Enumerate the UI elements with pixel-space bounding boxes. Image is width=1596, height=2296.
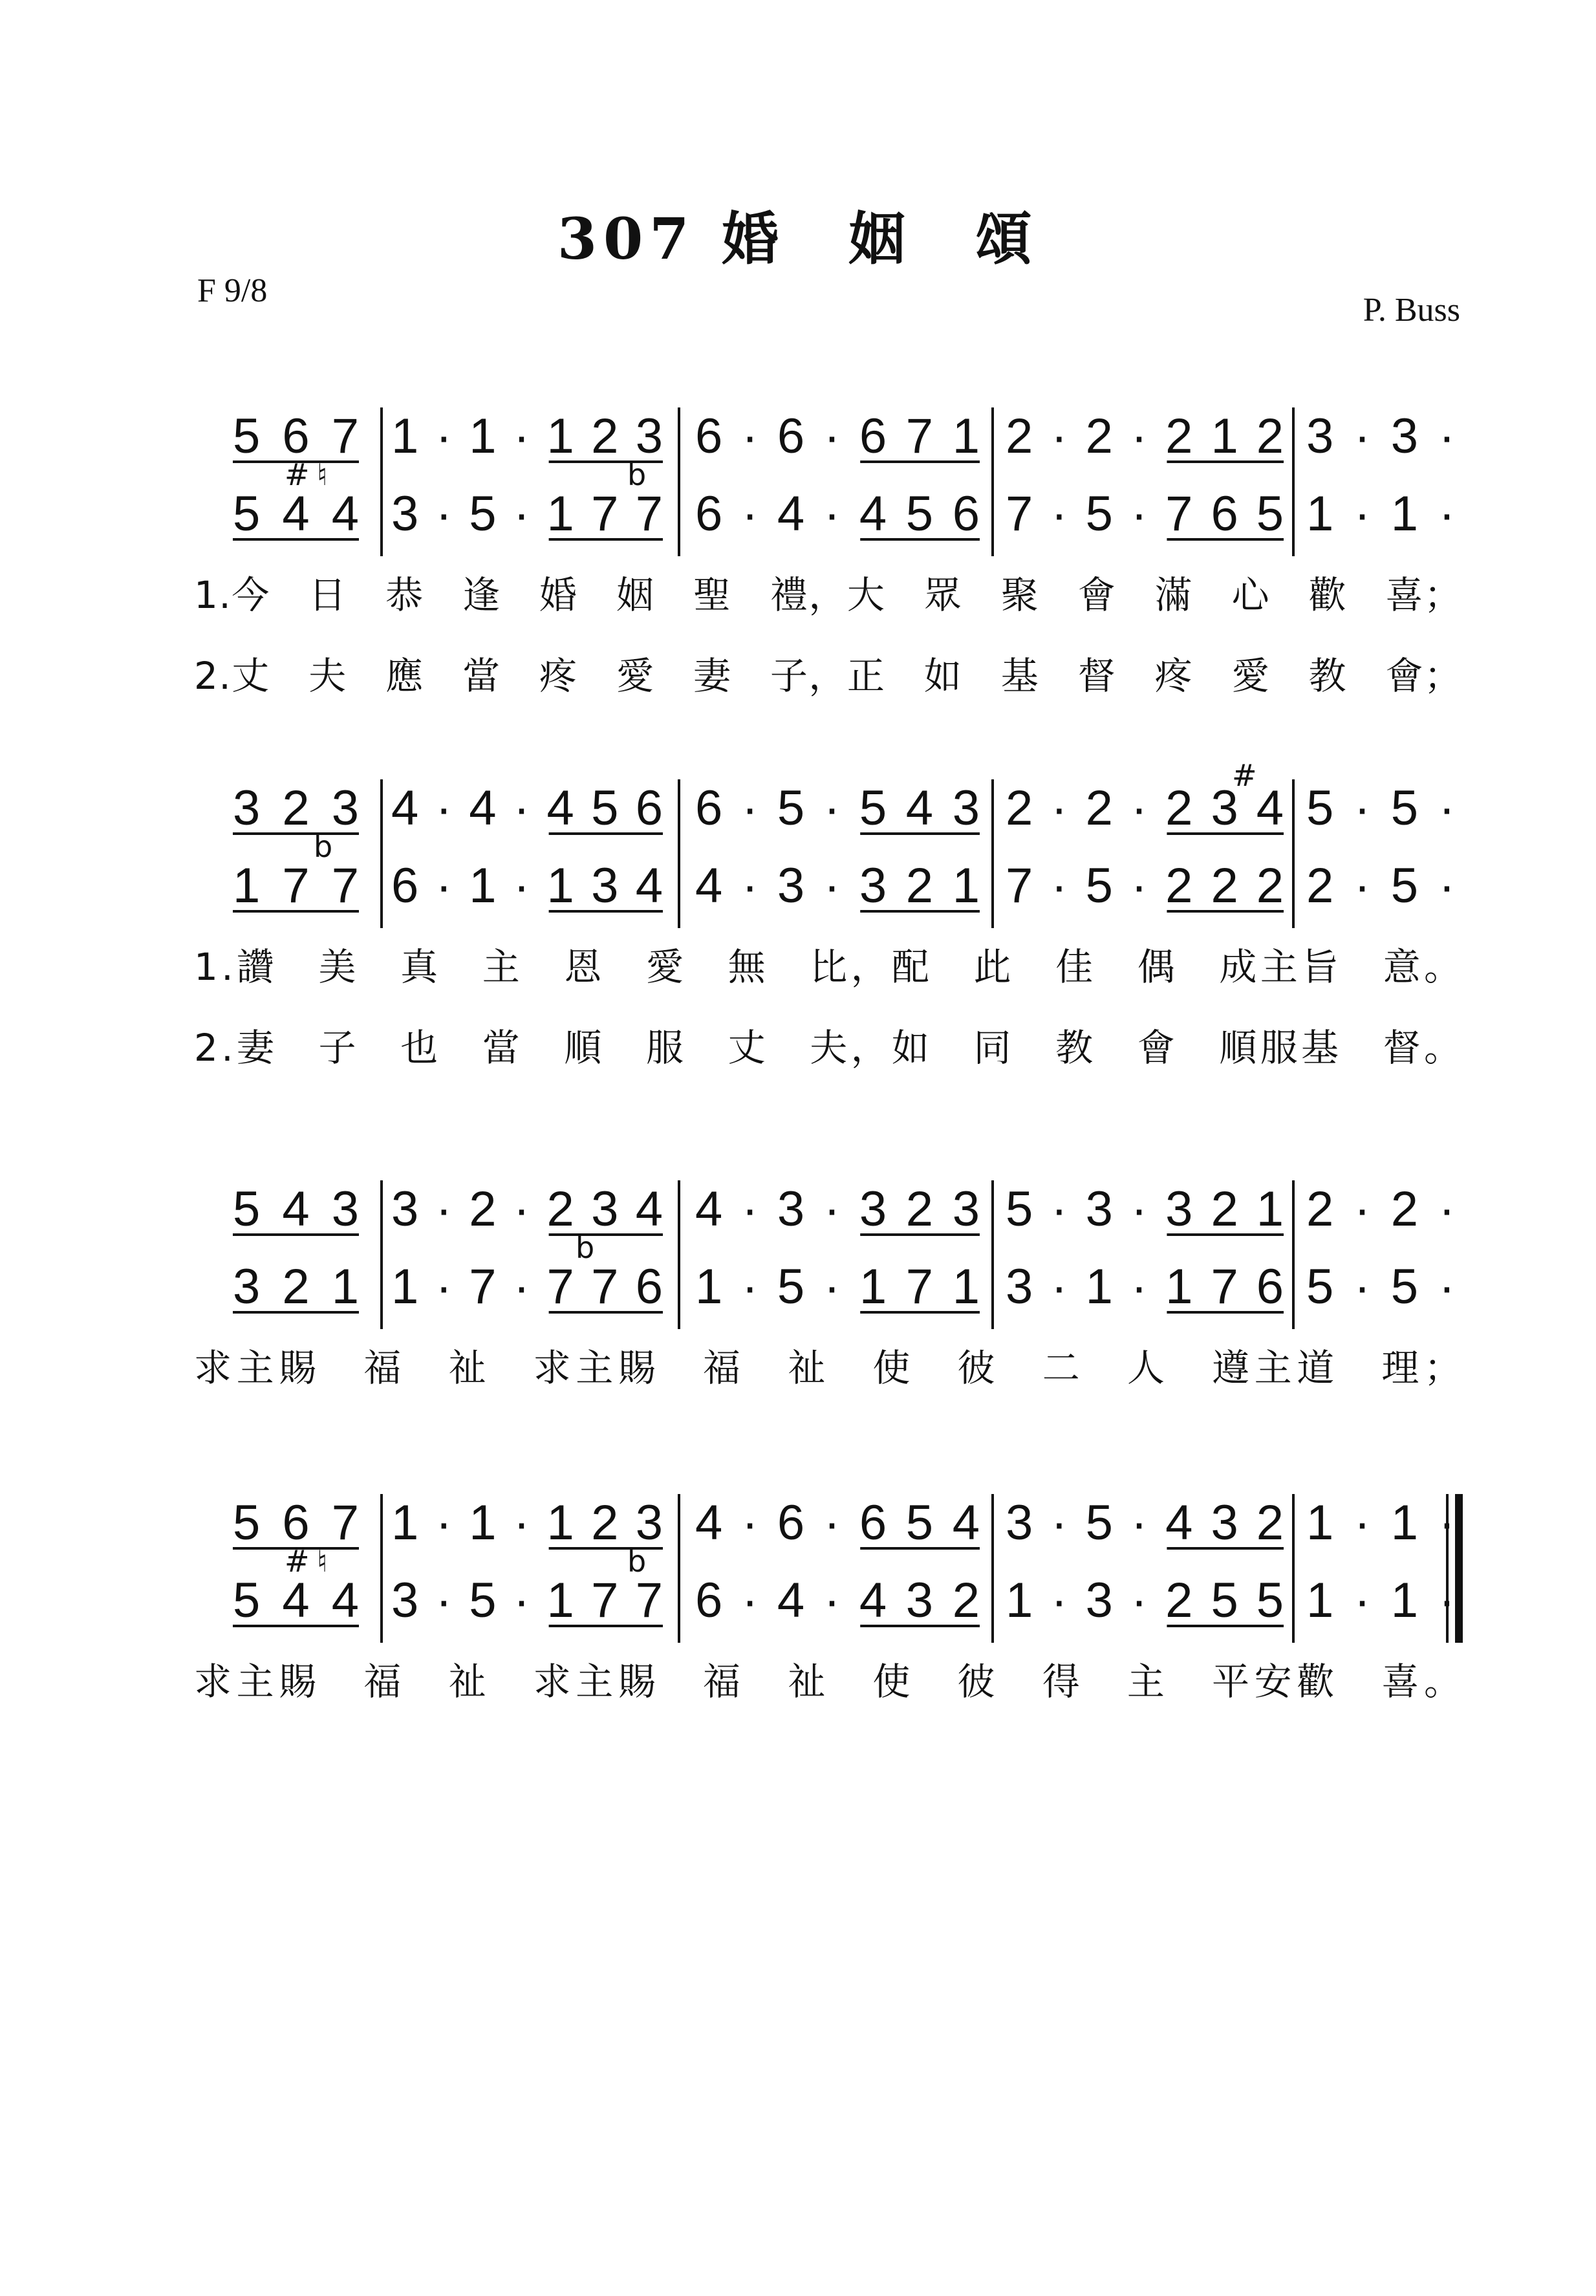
lower-voice-measure: 6·4·456 <box>695 486 980 541</box>
lower-voice-measure: 7·5·765 <box>1006 486 1284 541</box>
lower-voice-measure: 544 <box>233 486 359 541</box>
lyric-line: 1.今 日 恭 逢 婚 姻 聖 禮，大 眾 聚 會 滿 心 歡 喜； <box>194 573 1461 617</box>
accidental-mark: # <box>285 1544 310 1579</box>
lower-voice-measure: 321 <box>233 1259 359 1314</box>
upper-voice-measure: 4·6·654 <box>695 1495 980 1550</box>
lower-voice-measure: 1·3·255 <box>1006 1573 1284 1628</box>
lyric-line: 求主賜 福 祉 求主賜 福 祉 使 彼 二 人 遵主道 理； <box>194 1346 1461 1390</box>
lower-voice-measure: 4·3·321 <box>695 858 980 913</box>
upper-voice-measure: 543 <box>233 1182 359 1237</box>
lower-voice-measure: 2·5· <box>1306 858 1455 913</box>
lower-voice-measure: 1·7·776 <box>391 1259 663 1314</box>
upper-voice-measure: 1·1·123 <box>391 409 663 464</box>
upper-voice-measure: 5·3·321 <box>1006 1182 1284 1237</box>
lyric-line: 2.妻 子 也 當 順 服 丈 夫，如 同 教 會 順服基 督。 <box>194 1026 1461 1070</box>
hymn-name: 婚 姻 頌 <box>722 205 1039 272</box>
upper-voice-measure: 4·3·323 <box>695 1182 980 1237</box>
composer: P. Buss <box>1363 292 1460 329</box>
lower-voice-measure: 3·5·177 <box>391 486 663 541</box>
accidental-mark: # <box>1232 758 1257 793</box>
upper-voice-measure: 3·2·234 <box>391 1182 663 1237</box>
lower-voice-measure: 1·5·171 <box>695 1259 980 1314</box>
accidental-mark: b <box>627 1544 647 1579</box>
lower-voice-measure: 3·5·177 <box>391 1573 663 1628</box>
accidental-mark: ♮ <box>317 1544 328 1579</box>
accidental-mark: b <box>314 829 333 864</box>
upper-voice-measure: 567 <box>233 409 359 464</box>
upper-voice-measure: 323 <box>233 781 359 836</box>
upper-voice-measure: 2·2·234 <box>1006 781 1284 836</box>
lower-voice-measure: 544 <box>233 1573 359 1628</box>
upper-voice-measure: 1·1·123 <box>391 1495 663 1550</box>
lower-voice-measure: 7·5·222 <box>1006 858 1284 913</box>
upper-voice-measure: 6·6·671 <box>695 409 980 464</box>
upper-voice-measure: 3·5·432 <box>1006 1495 1284 1550</box>
lower-voice-measure: 5·5· <box>1306 1259 1455 1314</box>
lyric-line: 2.丈 夫 應 當 疼 愛 妻 子，正 如 基 督 疼 愛 教 會； <box>194 654 1461 698</box>
upper-voice-measure: 567 <box>233 1495 359 1550</box>
accidental-mark: b <box>627 457 647 492</box>
lower-voice-measure: 177 <box>233 858 359 913</box>
upper-voice-measure: 5·5· <box>1306 781 1455 836</box>
lyric-line: 求主賜 福 祉 求主賜 福 祉 使 彼 得 主 平安歡 喜。 <box>194 1660 1461 1704</box>
upper-voice-measure: 3·3· <box>1306 409 1455 464</box>
accidental-mark: ♮ <box>317 457 328 492</box>
upper-voice-measure: 2·2·212 <box>1006 409 1284 464</box>
upper-voice-measure: 6·5·543 <box>695 781 980 836</box>
lower-voice-measure: 6·4·432 <box>695 1573 980 1628</box>
lower-voice-measure: 6·1·134 <box>391 858 663 913</box>
upper-voice-measure: 4·4·456 <box>391 781 663 836</box>
lyric-line: 1.讚 美 真 主 恩 愛 無 比，配 此 佳 偶 成主旨 意。 <box>194 945 1461 989</box>
hymn-number: 307 <box>557 205 696 272</box>
lower-voice-measure: 3·1·176 <box>1006 1259 1284 1314</box>
lower-voice-measure: 1·1· <box>1306 1573 1455 1628</box>
upper-voice-measure: 2·2· <box>1306 1182 1455 1237</box>
accidental-mark: b <box>576 1230 595 1265</box>
upper-voice-measure: 1·1· <box>1306 1495 1455 1550</box>
accidental-mark: # <box>285 457 310 492</box>
key-signature: F 9/8 <box>197 272 268 309</box>
lower-voice-measure: 1·1· <box>1306 486 1455 541</box>
